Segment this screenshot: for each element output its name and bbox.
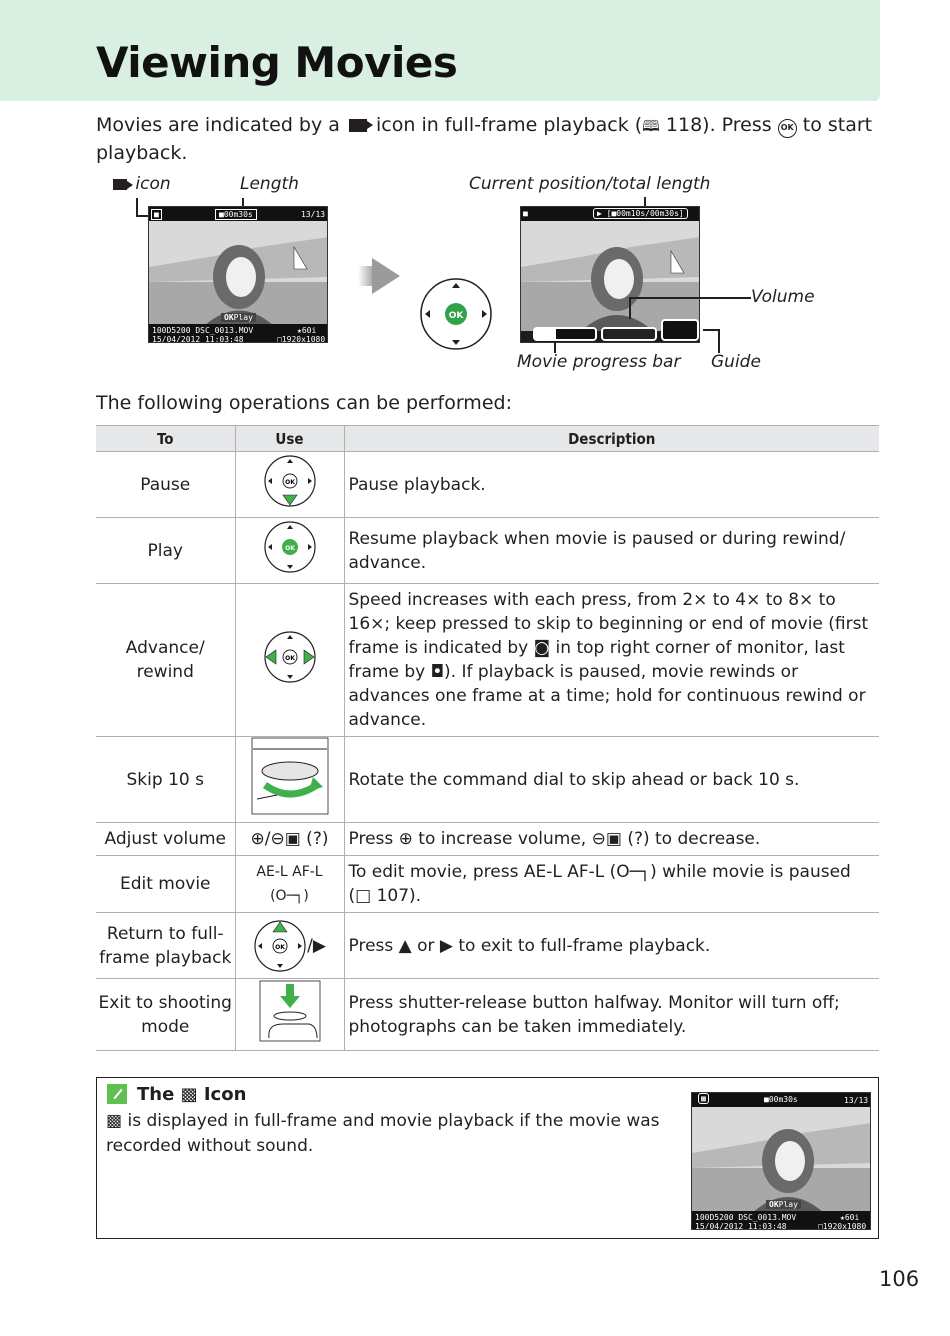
row-use	[235, 518, 344, 584]
row-to: Skip 10 s	[96, 737, 235, 823]
row-to: Pause	[96, 452, 235, 518]
callout-progress: Movie progress bar	[517, 352, 681, 372]
row-use	[235, 913, 344, 979]
table-row	[96, 452, 879, 518]
intro-paragraph	[96, 112, 876, 167]
ok-button-icon: OK	[778, 119, 797, 138]
callout-guide: Guide	[711, 352, 761, 372]
row-use	[235, 979, 344, 1051]
date-time: 15/04/2012 11:03:48	[695, 1222, 787, 1230]
operations-table	[96, 425, 879, 1051]
table-row	[96, 584, 879, 737]
callout-length: Length	[240, 174, 299, 194]
header-to: To	[96, 426, 235, 452]
row-description: Pause playback.	[344, 452, 879, 518]
leader-line	[136, 215, 148, 217]
page-number: 106	[879, 1267, 920, 1291]
ok-play-hint: OKPlay	[221, 313, 256, 322]
row-to: Play	[96, 518, 235, 584]
page-title: Viewing Movies	[96, 38, 458, 87]
row-to: Adjust volume	[96, 823, 235, 856]
pencil-icon	[107, 1084, 127, 1104]
no-sound-icon: ▩	[698, 1093, 709, 1104]
row-description: To edit movie, press AE-L AF-L (O─┐) while movie is paused (□ 107).	[344, 856, 879, 913]
position-length: ▶ [■00m10s/00m30s]	[593, 208, 688, 219]
leader-line	[136, 198, 138, 216]
row-use: ⊕/⊖▣ (?)	[235, 823, 344, 856]
shutter-release-icon	[259, 980, 321, 1042]
leader-line	[703, 329, 719, 331]
table-row	[96, 737, 879, 823]
table-row	[96, 823, 879, 856]
header-use: Use	[235, 426, 344, 452]
table-row	[96, 979, 879, 1051]
svg-text:OK: OK	[284, 654, 295, 662]
leader-line	[629, 297, 751, 299]
svg-text:OK: OK	[448, 311, 464, 321]
note-title: The ▩ Icon	[137, 1084, 247, 1105]
arrow-right-icon	[372, 258, 400, 294]
svg-text:OK: OK	[284, 545, 295, 552]
screen-photo	[149, 207, 328, 343]
row-to: Exit to shooting mode	[96, 979, 235, 1051]
leader-line	[629, 297, 631, 319]
table-header-row	[96, 426, 879, 452]
row-description: Press shutter-release button halfway. Monitor will turn off; photographs can be taken immediately.	[344, 979, 879, 1051]
progress-fill	[535, 329, 556, 339]
movie-icon	[349, 119, 367, 132]
folder-file: 100D5200 DSC_0013.MOV	[695, 1213, 797, 1222]
ok-play-hint: OKPlay	[766, 1200, 801, 1209]
movie-length: ■00m30s	[764, 1095, 798, 1104]
intro-ref: 118). Press	[665, 114, 772, 136]
row-use	[235, 737, 344, 823]
movie-icon	[113, 179, 127, 190]
quality: ★60i	[297, 326, 317, 335]
svg-text:OK: OK	[284, 479, 295, 486]
intro-text-2: icon in full-frame playback (	[376, 114, 643, 136]
book-reference-icon: 🕮	[642, 117, 660, 135]
table-row	[96, 913, 879, 979]
multi-selector-down-icon	[263, 454, 317, 508]
multi-selector-up-icon	[253, 919, 307, 973]
svg-text:OK: OK	[275, 943, 285, 951]
note-box	[96, 1077, 879, 1239]
multi-selector-icon	[419, 277, 493, 351]
multi-selector-ok-icon	[263, 520, 317, 574]
volume-indicator	[601, 327, 657, 341]
frame-counter: 13/13	[844, 1096, 869, 1105]
row-use	[235, 452, 344, 518]
row-description: Speed increases with each press, from 2× to 4× to 8× to 16×; keep pressed to skip to beginning or end of movie (first frame is indicated by ◙ in top right corner of monitor, last frame by ◘). If playback is paused, movie rewinds or advances one frame at a time; hold for continuous rewind or advance.	[344, 584, 879, 737]
playback-screen-movie	[520, 206, 700, 343]
intro-text-3: to start playback.	[96, 114, 873, 164]
frame-size: □1920x1080	[277, 335, 326, 343]
movie-length: ■00m30s	[215, 209, 257, 220]
guide-indicator	[661, 319, 699, 341]
row-use	[235, 584, 344, 737]
movie-progress-bar	[533, 327, 597, 341]
operations-caption: The following operations can be performed:	[96, 392, 512, 414]
table-row	[96, 518, 879, 584]
row-description: Press ⊕ to increase volume, ⊖▣ (?) to decrease.	[344, 823, 879, 856]
multi-selector-left-right-icon	[263, 630, 317, 684]
callout-movie-icon: icon	[110, 174, 171, 194]
playback-button-icon: /▶	[307, 935, 326, 956]
row-to: Advance/ rewind	[96, 584, 235, 737]
callout-volume: Volume	[751, 287, 815, 307]
frame-size: □1920x1080	[818, 1222, 867, 1230]
date-time: 15/04/2012 11:03:48	[152, 335, 244, 343]
row-description: Press ▲ or ▶ to exit to full-frame playback.	[344, 913, 879, 979]
command-dial-icon	[251, 737, 329, 815]
intro-text-1: Movies are indicated by a	[96, 114, 340, 136]
row-description: Resume playback when movie is paused or during rewind/ advance.	[344, 518, 879, 584]
playback-screen-full-frame	[148, 206, 328, 343]
frame-counter: 13/13	[301, 210, 326, 219]
movie-indicator-icon: ■	[151, 209, 162, 220]
quality: ★60i	[840, 1213, 860, 1222]
playback-screen-no-sound	[691, 1092, 871, 1230]
row-to: Return to full-frame playback	[96, 913, 235, 979]
screen-photo	[692, 1093, 871, 1230]
row-to: Edit movie	[96, 856, 235, 913]
row-description: Rotate the command dial to skip ahead or back 10 s.	[344, 737, 879, 823]
row-use: AE-L AF-L (O─┐)	[235, 856, 344, 913]
callout-position: Current position/total length	[469, 174, 711, 194]
folder-file: 100D5200 DSC_0013.MOV	[152, 326, 254, 335]
table-row	[96, 856, 879, 913]
movie-indicator-icon: ■	[523, 209, 528, 218]
header-description: Description	[344, 426, 879, 452]
note-body: ▩ is displayed in full-frame and movie playback if the movie was recorded without sound.	[106, 1111, 660, 1156]
leader-line	[718, 329, 720, 353]
